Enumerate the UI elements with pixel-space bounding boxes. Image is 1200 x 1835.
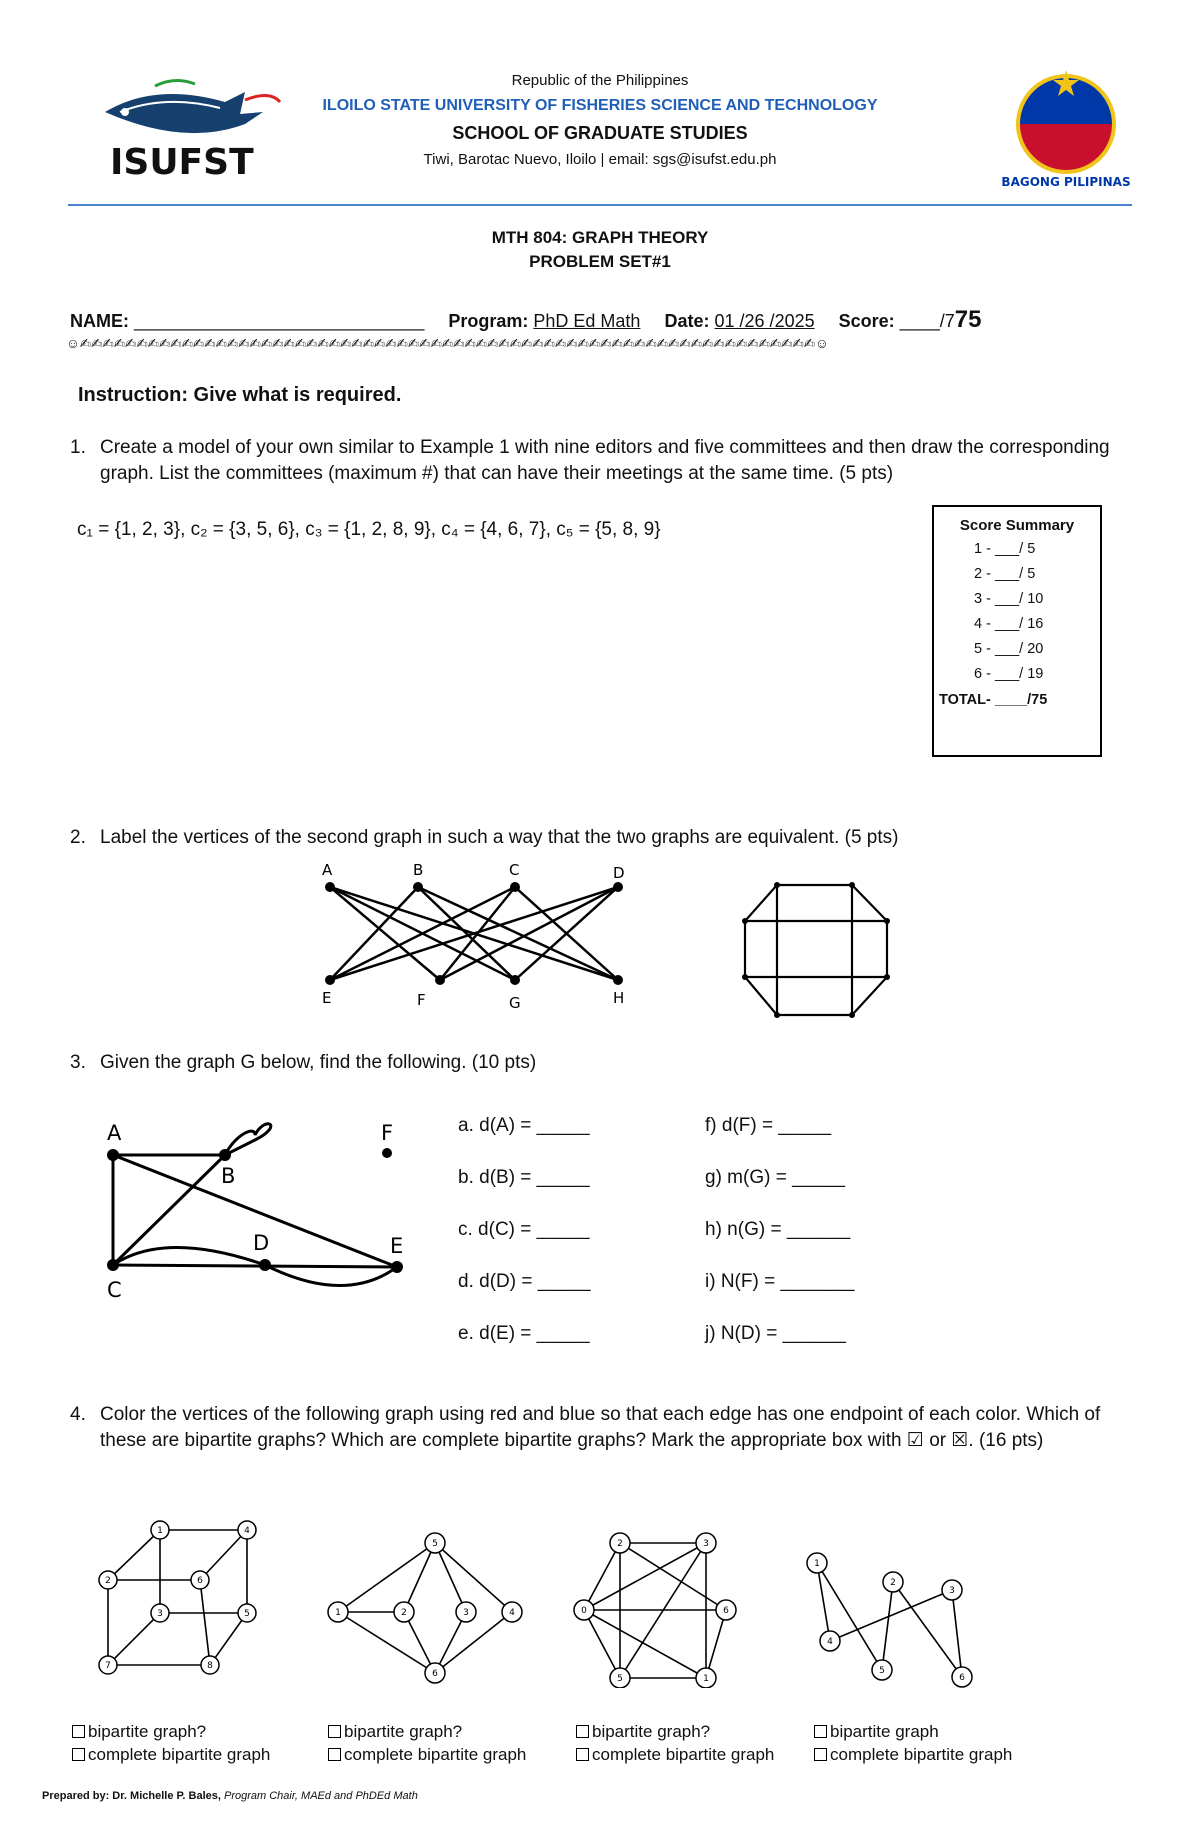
vertex	[849, 882, 855, 888]
score-summary-title: Score Summary	[959, 517, 1075, 534]
answer-line[interactable]: e. d(E) = _____	[458, 1323, 590, 1344]
vertex-label: 3	[949, 1586, 955, 1596]
svg-text:ISUFST: ISUFST	[110, 142, 254, 182]
complete-bipartite-checkbox[interactable]	[576, 1748, 589, 1761]
q3-answers-right	[705, 1100, 854, 1360]
vertex-label: 3	[463, 1608, 469, 1618]
vertex-label: E	[322, 989, 332, 1007]
vertex-label: 4	[827, 1637, 833, 1647]
octagon-edges	[745, 885, 887, 1015]
vertex-label: 1	[335, 1608, 341, 1618]
q4-options-4	[814, 1720, 1012, 1766]
edge	[435, 1612, 512, 1673]
score-total-row: TOTAL- ____/75	[939, 692, 1048, 708]
prepared-by: Prepared by: Dr. Michelle P. Bales,	[42, 1790, 221, 1802]
vertex-label: H	[613, 989, 625, 1007]
vertex-label: D	[613, 864, 625, 882]
vertex	[774, 1012, 780, 1018]
vertex-label: 0	[581, 1606, 587, 1616]
bipartite-checkbox[interactable]	[72, 1725, 85, 1738]
vertex	[884, 918, 890, 924]
edge	[817, 1563, 882, 1670]
q4-graph-2	[322, 1525, 532, 1685]
vertex	[884, 974, 890, 980]
q1-number: 1.	[70, 437, 86, 458]
edge	[882, 1582, 893, 1670]
score-row: 4 - ___/ 16	[974, 616, 1044, 632]
program-label: Program:	[448, 311, 529, 331]
edge	[620, 1543, 726, 1610]
edge-c-e	[113, 1265, 397, 1267]
bipartite-checkbox[interactable]	[328, 1725, 341, 1738]
bipartite-label: bipartite graph?	[592, 1722, 711, 1741]
complete-bipartite-label: complete bipartite graph	[344, 1745, 527, 1764]
info-line	[70, 306, 1150, 334]
edge-c-d-curve	[113, 1248, 265, 1266]
address-line: Tiwi, Barotac Nuevo, Iloilo | email: sgs@isufst.edu.ph	[423, 151, 777, 168]
vertex	[325, 975, 335, 985]
complete-bipartite-label: complete bipartite graph	[88, 1745, 271, 1764]
answer-line[interactable]: j) N(D) = ______	[705, 1323, 846, 1344]
vertex-label: 2	[401, 1608, 407, 1618]
edge	[338, 1543, 435, 1612]
score-row: 1 - ___/ 5	[974, 541, 1036, 557]
answer-line[interactable]: h) n(G) = ______	[705, 1219, 851, 1240]
bipartite-checkbox[interactable]	[814, 1725, 827, 1738]
q1-committees: c₁ = {1, 2, 3}, c₂ = {3, 5, 6}, c₃ = {1, 2, 8, 9}, c₄ = {4, 6, 7}, c₅ = {5, 8, 9}	[77, 519, 661, 540]
vertex-label: 3	[157, 1609, 163, 1619]
vertex-a	[107, 1149, 119, 1161]
vertex-label: C	[107, 1278, 122, 1302]
answer-line[interactable]: a. d(A) = _____	[458, 1115, 590, 1136]
bipartite-checkbox[interactable]	[576, 1725, 589, 1738]
score-summary-box	[932, 505, 1102, 757]
vertex-label: 7	[105, 1661, 111, 1671]
question-2	[70, 825, 1130, 851]
q4-options-3	[576, 1720, 774, 1766]
vertex	[742, 918, 748, 924]
q4-number: 4.	[70, 1404, 86, 1425]
score-label: Score:	[838, 311, 895, 331]
loop-b	[225, 1124, 271, 1155]
vertex-label: 8	[207, 1661, 213, 1671]
name-field[interactable]: _____________________________	[134, 311, 425, 331]
vertex-label: 5	[432, 1539, 438, 1549]
vertex-label: 5	[879, 1666, 885, 1676]
vertex-e	[391, 1261, 403, 1273]
vertex-label: G	[509, 994, 521, 1012]
vertex-label: 2	[105, 1576, 111, 1586]
vertex-label: F	[381, 1121, 394, 1145]
university-name: ILOILO STATE UNIVERSITY OF FISHERIES SCIENCE AND TECHNOLOGY	[322, 97, 878, 114]
name-label: NAME:	[70, 311, 129, 331]
answer-line[interactable]: f) d(F) = _____	[705, 1115, 832, 1136]
bipartite-label: bipartite graph?	[88, 1722, 207, 1741]
q2-octagon-graph	[735, 875, 895, 1030]
q2-bipartite-graph	[300, 855, 640, 1015]
question-4	[70, 1402, 1130, 1454]
score-row: 5 - ___/ 20	[974, 641, 1044, 657]
vertex-label: 4	[244, 1526, 250, 1536]
date-value: 01 /26 /2025	[714, 311, 815, 331]
vertex-label: 3	[703, 1539, 709, 1549]
vertex-label: 6	[959, 1673, 965, 1683]
vertex-label: 2	[890, 1578, 896, 1588]
footer	[42, 1790, 418, 1802]
vertex	[413, 882, 423, 892]
vertex-label: F	[417, 991, 426, 1009]
svg-text:BAGONG PILIPINAS: BAGONG PILIPINAS	[1002, 175, 1130, 189]
vertex-d	[259, 1259, 271, 1271]
question-3	[70, 1050, 1130, 1076]
vertex-label: E	[390, 1234, 404, 1258]
q4-graph-3	[568, 1523, 743, 1688]
bipartite-label: bipartite graph?	[344, 1722, 463, 1741]
q3-number: 3.	[70, 1052, 86, 1073]
vertex	[742, 974, 748, 980]
answer-line[interactable]: g) m(G) = _____	[705, 1167, 845, 1188]
edge	[435, 1543, 466, 1612]
vertex	[613, 975, 623, 985]
q3-text: Given the graph G below, find the following. (10 pts)	[100, 1052, 537, 1073]
vertex	[435, 975, 445, 985]
complete-bipartite-label: complete bipartite graph	[830, 1745, 1013, 1764]
vertex-label: 1	[814, 1559, 820, 1569]
complete-bipartite-checkbox[interactable]	[328, 1748, 341, 1761]
vertex	[849, 1012, 855, 1018]
program-value: PhD Ed Math	[533, 311, 641, 331]
score-field[interactable]: ____/7	[899, 311, 955, 331]
vertex-label: 6	[723, 1606, 729, 1616]
vertex	[774, 882, 780, 888]
vertex-label: 1	[703, 1674, 709, 1684]
preparer-role: Program Chair, MAEd and PhDEd Math	[224, 1790, 418, 1802]
school-name: SCHOOL OF GRADUATE STUDIES	[452, 123, 748, 143]
answer-line[interactable]: d. d(D) = _____	[458, 1271, 591, 1292]
isufst-logo	[95, 72, 285, 182]
q4-text: Color the vertices of the following graph using red and blue so that each edge has one endpoint of each color. Which of these are bipartite graphs? Which are complete bipartite graphs? Mark the appropriate box with ☑ or ☒. (16 pts)	[100, 1404, 1101, 1451]
q4-graph-4	[800, 1545, 985, 1695]
vertex-label: 5	[244, 1609, 250, 1619]
q2-number: 2.	[70, 827, 86, 848]
vertex	[510, 882, 520, 892]
vertex	[613, 882, 623, 892]
vertex-label: C	[509, 861, 520, 879]
complete-bipartite-checkbox[interactable]	[72, 1748, 85, 1761]
decorative-border: ☺✍✍✍✍✍✍✍✍✍✍✍✍✍✍✍✍✍✍✍✍✍✍✍✍✍✍✍✍✍✍✍✍✍✍✍✍✍✍✍✍✍✍✍✍✍✍✍✍✍✍✍✍✍✍✍✍✍✍✍✍✍✍✍✍✍☺	[66, 336, 829, 351]
edge	[418, 887, 618, 980]
vertex-b	[219, 1149, 231, 1161]
vertex-label: A	[107, 1121, 122, 1145]
edge	[108, 1613, 160, 1665]
vertex-label: 5	[617, 1674, 623, 1684]
edge	[338, 1612, 435, 1673]
vertex-label: 1	[157, 1526, 163, 1536]
answer-line[interactable]: b. d(B) = _____	[458, 1167, 590, 1188]
vertex-label: 6	[432, 1669, 438, 1679]
vertex-label: A	[322, 861, 333, 879]
answer-line[interactable]: c. d(C) = _____	[458, 1219, 590, 1240]
answer-line[interactable]: i) N(F) = _______	[705, 1271, 855, 1292]
header-rule	[68, 204, 1132, 206]
vertex-label: 4	[509, 1608, 515, 1618]
vertex-label: 2	[617, 1539, 623, 1549]
q3-answers-left	[458, 1100, 591, 1360]
q1-text: Create a model of your own similar to Example 1 with nine editors and five committees and then draw the corresponding graph. List the committees (maximum #) that can have their meetings at the same time. (5 pts)	[100, 437, 1110, 484]
vertex-label: D	[253, 1231, 270, 1255]
edge	[435, 1543, 512, 1612]
date-label: Date:	[664, 311, 710, 331]
question-1	[70, 435, 1130, 487]
edge	[200, 1580, 210, 1665]
edge	[200, 1530, 247, 1580]
instruction: Instruction: Give what is required.	[78, 384, 402, 406]
q4-graph-1	[90, 1515, 270, 1685]
score-row: 3 - ___/ 10	[974, 591, 1044, 607]
score-row: 6 - ___/ 19	[974, 666, 1044, 682]
country-line: Republic of the Philippines	[511, 72, 689, 89]
vertex-c	[107, 1259, 119, 1271]
bagong-pilipinas-logo	[1002, 62, 1130, 192]
score-row: 2 - ___/ 5	[974, 566, 1036, 582]
vertex-label: B	[413, 861, 424, 879]
course-title: MTH 804: GRAPH THEORY	[491, 228, 709, 247]
problem-set-title: PROBLEM SET#1	[529, 252, 671, 271]
q2-text: Label the vertices of the second graph in such a way that the two graphs are equivalent. (5 pts)	[100, 827, 899, 848]
q3-graph-g	[85, 1105, 425, 1315]
vertex-f	[382, 1148, 392, 1158]
complete-bipartite-checkbox[interactable]	[814, 1748, 827, 1761]
complete-bipartite-label: complete bipartite graph	[592, 1745, 775, 1764]
vertex	[325, 882, 335, 892]
vertex-label: B	[221, 1164, 236, 1188]
vertex-label: 6	[197, 1576, 203, 1586]
q4-options-2	[328, 1720, 526, 1766]
bipartite-label: bipartite graph	[830, 1722, 939, 1741]
q4-options-1	[72, 1720, 270, 1766]
vertex	[510, 975, 520, 985]
score-total: 75	[954, 306, 982, 333]
